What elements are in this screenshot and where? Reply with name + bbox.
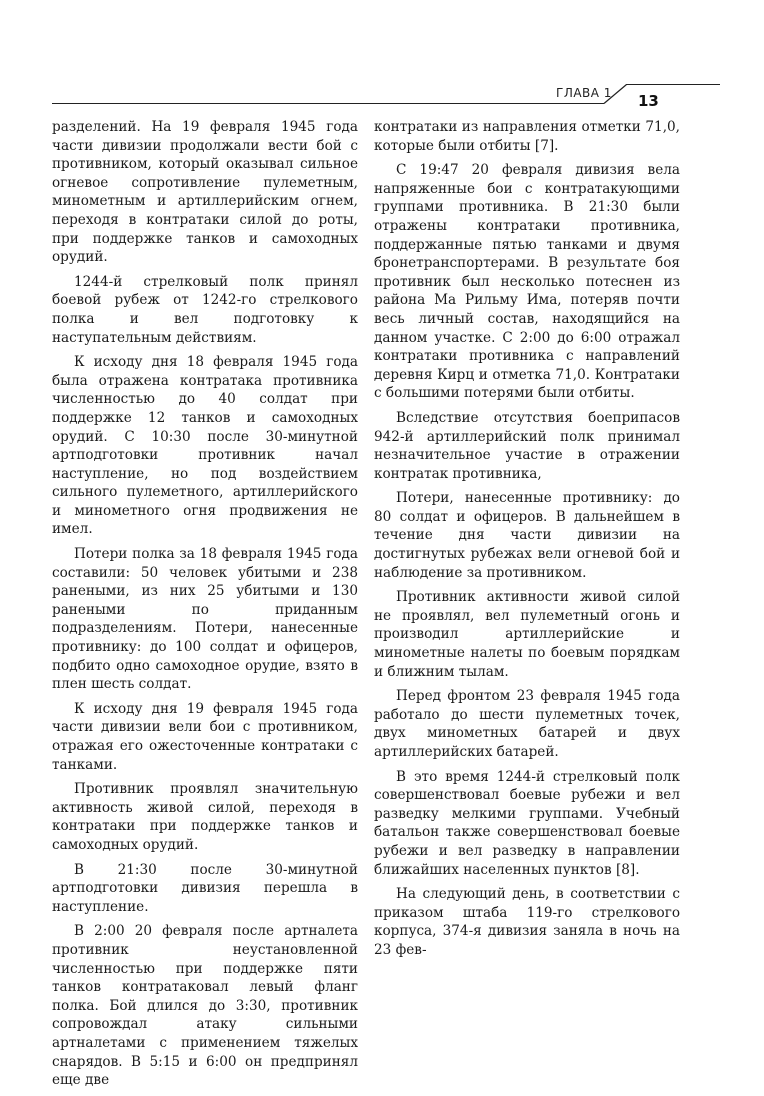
- paragraph: С 19:47 20 февраля дивизия вела напряженные бои с контратакующими группами противника. В 21:30 были отражены контратаки противника, поддержанные пятью танками и двумя бронетранспортерами. В результате боя противник был несколько потеснен из района Ма Рильму Има, потеряв почти весь личный состав, находящийся на данном участке. С 2:00 до 6:00 отражал контратаки противника с направлений деревня Кирц и отметка 71,0. Контратаки с большими потерями были отбиты.: [374, 162, 680, 402]
- paragraph: Перед фронтом 23 февраля 1945 года работало до шести пулеметных точек, двух минометных батарей и двух артиллерийских батарей.: [374, 688, 680, 760]
- paragraph: На следующий день, в соответствии с приказом штаба 119-го стрелкового корпуса, 374-я дивизия заняла в ночь на 23 фев-: [374, 886, 680, 958]
- paragraph: разделений. На 19 февраля 1945 года части дивизии продолжали вести бой с противником, который оказывал сильное огневое сопротивление пулеметным, минометным и артиллерийским огнем, переходя в контратаки силой до роты, при поддержке танков и самоходных орудий.: [52, 119, 358, 266]
- paragraph: Вследствие отсутствия боеприпасов 942-й артиллерийский полк принимал незначительное участие в отражении контратак противника,: [374, 409, 680, 482]
- paragraph: К исходу дня 19 февраля 1945 года части дивизии вели бои с противником, отражая его ожесточенные контратаки с танками.: [52, 700, 358, 773]
- page-number: 13: [638, 92, 659, 110]
- paragraph: Противник проявлял значительную активность живой силой, переходя в контратаки при поддержке танков и самоходных орудий.: [52, 781, 358, 853]
- right-column: [374, 118, 680, 966]
- paragraph: Потери, нанесенные противнику: до 80 солдат и офицеров. В дальнейшем в течение дня части дивизии на достигнутых рубежах вели огневой бой и наблюдение за противником.: [374, 490, 680, 581]
- left-column: [52, 118, 358, 1096]
- paragraph: В 21:30 после 30-минутной артподготовки дивизия перешла в наступление.: [52, 861, 358, 915]
- paragraph: Потери полка за 18 февраля 1945 года составили: 50 человек убитыми и 238 ранеными, из них 25 убитыми и 130 ранеными по приданным подразделениям. Потери, нанесенные противнику: до 100 солдат и офицеров, подбито одно самоходное орудие, взято в плен шесть солдат.: [52, 546, 358, 693]
- paragraph: В это время 1244-й стрелковый полк совершенствовал боевые рубежи и вел разведку мелкими группами. Учебный батальон также совершенствовал боевые рубежи и вел разведку в направлении ближайших населенных пунктов [8].: [374, 768, 680, 878]
- paragraph: Противник активности живой силой не проявлял, вел пулеметный огонь и производил артиллерийские и минометные налеты по боевым порядкам и ближним тылам.: [374, 589, 680, 680]
- paragraph: К исходу дня 18 февраля 1945 года была отражена контратака противника численностью до 40 солдат при поддержке 12 танков и самоходных орудий. С 10:30 после 30-минутной артподготовки противник начал наступление, но под воздействием сильного пулеметного, артиллерийского и минометного огня продвижения не имел.: [52, 354, 358, 538]
- header-rule: [52, 103, 604, 104]
- paragraph: В 2:00 20 февраля после артналета противник неустановленной численностью при поддержке пяти танков контратаковал левый фланг полка. Бой длился до 3:30, противник сопровождал атаку сильными артналетами с применением тяжелых снарядов. В 5:15 и 6:00 он предпринял еще две: [52, 923, 358, 1089]
- chapter-label: ГЛАВА 1: [556, 86, 612, 100]
- paragraph: 1244-й стрелковый полк принял боевой рубеж от 1242-го стрелкового полка и вел подготовку к наступательным действиям.: [52, 273, 358, 346]
- paragraph: контратаки из направления отметки 71,0, которые были отбиты [7].: [374, 119, 680, 154]
- header-rule-top: [626, 84, 720, 85]
